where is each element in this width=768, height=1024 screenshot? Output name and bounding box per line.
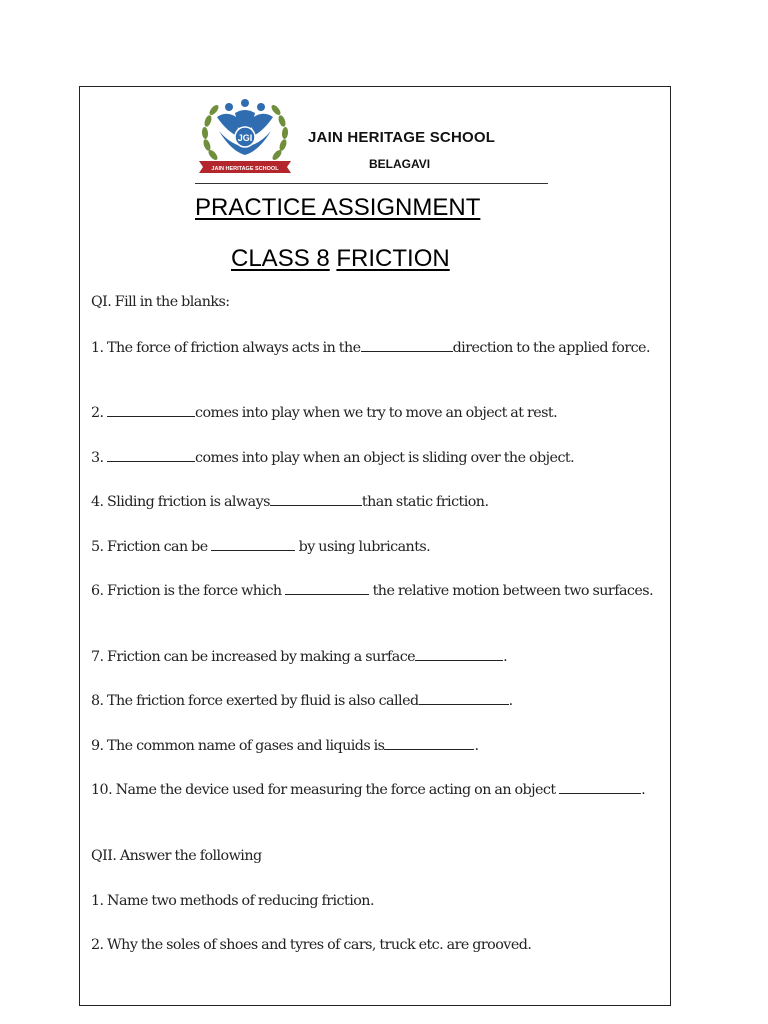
question-1: 1. The force of friction always acts in the direction to the applied force. [91, 340, 650, 356]
class-topic-title [231, 245, 768, 273]
question-8: 8. The friction force exerted by fluid is also called . [91, 693, 513, 709]
section2-heading: QII. Answer the following [91, 848, 262, 864]
school-header [195, 95, 550, 185]
header-divider [195, 183, 548, 184]
school-logo [195, 95, 295, 181]
question-6: 6. Friction is the force which the relative motion between two surfaces. [91, 583, 654, 599]
logo-initials: JGI [237, 133, 253, 143]
logo-ribbon-text: JAIN HERITAGE SCHOOL [211, 166, 279, 172]
answer-question-1: 1. Name two methods of reducing friction. [91, 893, 374, 909]
answer-question-2: 2. Why the soles of shoes and tyres of cars, truck etc. are grooved. [91, 937, 532, 953]
question-9: 9. The common name of gases and liquids is . [91, 738, 479, 754]
school-name: JAIN HERITAGE SCHOOL [308, 129, 496, 146]
worksheet-page [79, 86, 671, 1006]
question-3: 3. comes into play when an object is sliding over the object. [91, 450, 575, 466]
assignment-title: PRACTICE ASSIGNMENT [195, 194, 481, 221]
section1-heading: QI. Fill in the blanks: [91, 294, 230, 310]
topic-label: FRICTION [336, 245, 450, 272]
question-10: 10. Name the device used for measuring the force acting on an object . [91, 782, 646, 798]
class-label: CLASS 8 [231, 245, 330, 272]
question-2: 2. comes into play when we try to move an object at rest. [91, 405, 558, 421]
question-7: 7. Friction can be increased by making a surface . [91, 649, 508, 665]
question-4: 4. Sliding friction is always than static friction. [91, 494, 489, 510]
school-city: BELAGAVI [369, 157, 431, 171]
question-5: 5. Friction can be by using lubricants. [91, 539, 431, 555]
